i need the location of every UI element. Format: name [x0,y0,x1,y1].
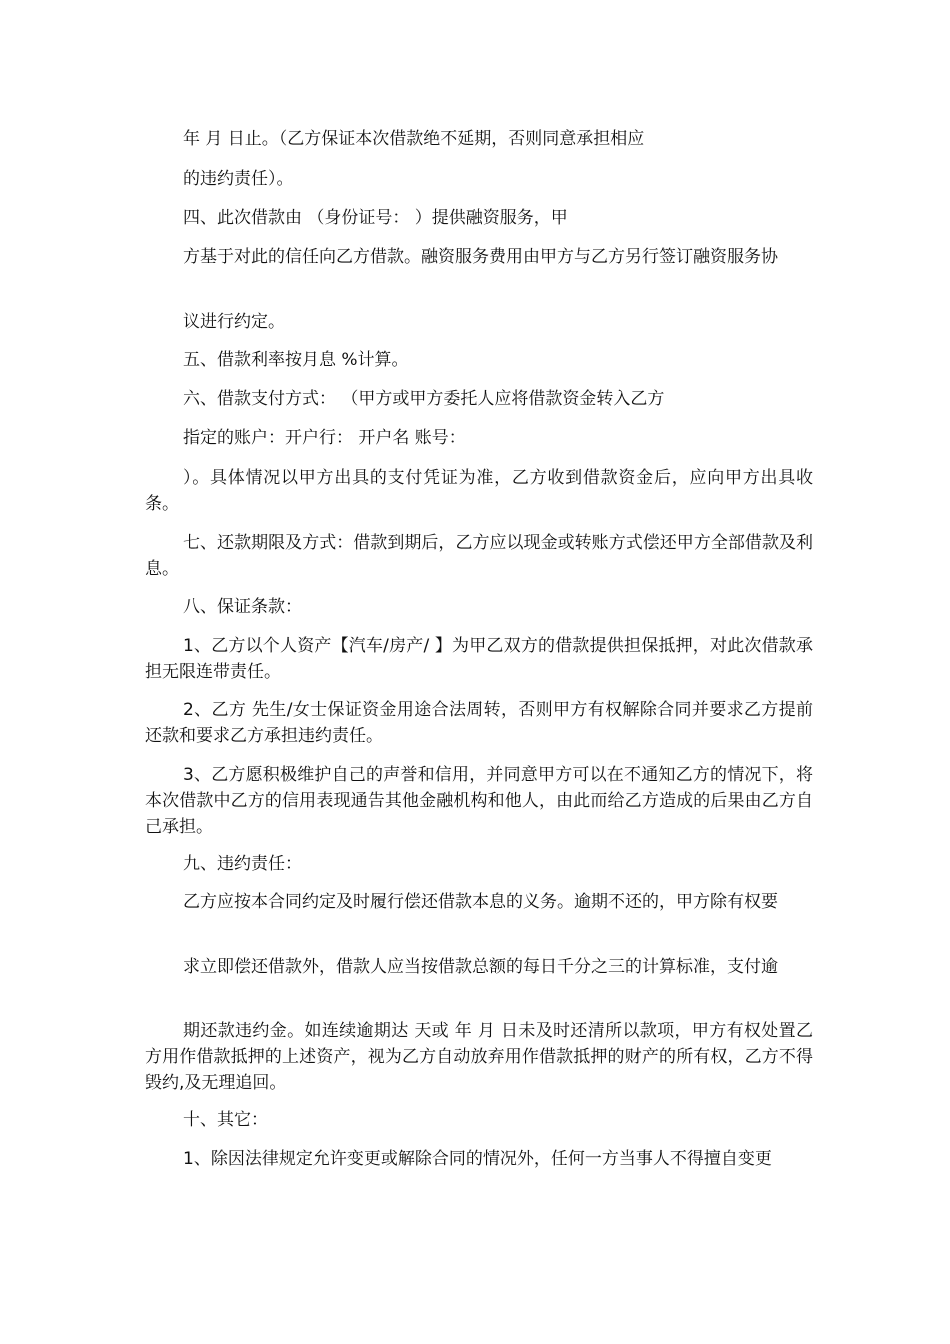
paragraph-17: 求立即偿还借款外，借款人应当按借款总额的每日千分之三的计算标准，支付逾 [183,957,778,977]
paragraph-6: 五、借款利率按月息 %计算。 [183,350,409,370]
paragraph-8: 指定的账户：开户行： 开户名 账号： [183,428,466,448]
paragraph-11: 八、保证条款： [183,597,302,617]
paragraph-7: 六、借款支付方式： （甲方或甲方委托人应将借款资金转入乙方 [183,389,665,409]
paragraph-1: 年 月 日止。（乙方保证本次借款绝不延期，否则同意承担相应 [183,129,645,149]
paragraph-19: 十、其它： [183,1110,268,1130]
paragraph-3: 四、此次借款由 （身份证号： ）提供融资服务，甲 [183,208,568,228]
paragraph-18: 期还款违约金。如连续逾期达 天或 年 月 日未及时还清所以款项，甲方有权处置乙方用作借款抵押的上述资产，视为乙方自动放弃用作借款抵押的财产的所有权，乙方不得毁约,及无理追回。 [145,1021,813,1093]
paragraph-20: 1、除因法律规定允许变更或解除合同的情况外，任何一方当事人不得擅自变更 [183,1149,772,1169]
paragraph-9: ）。具体情况以甲方出具的支付凭证为准，乙方收到借款资金后，应向甲方出具收条。 [145,468,813,514]
paragraph-5: 议进行约定。 [183,312,285,332]
paragraph-2: 的违约责任）。 [183,169,294,189]
paragraph-4: 方基于对此的信任向乙方借款。融资服务费用由甲方与乙方另行签订融资服务协 [183,247,778,267]
paragraph-16: 乙方应按本合同约定及时履行偿还借款本息的义务。逾期不还的，甲方除有权要 [183,892,778,912]
paragraph-15: 九、违约责任： [183,854,302,874]
paragraph-12: 1、乙方以个人资产【汽车/房产/ 】为甲乙双方的借款提供担保抵押，对此次借款承担无限连带责任。 [145,636,813,682]
paragraph-14: 3、乙方愿积极维护自己的声誉和信用，并同意甲方可以在不通知乙方的情况下，将本次借款中乙方的信用表现通告其他金融机构和他人，由此而给乙方造成的后果由乙方自己承担。 [145,765,813,837]
paragraph-13: 2、乙方 先生/女士保证资金用途合法周转，否则甲方有权解除合同并要求乙方提前还款和要求乙方承担违约责任。 [145,700,813,746]
paragraph-10: 七、还款期限及方式：借款到期后，乙方应以现金或转账方式偿还甲方全部借款及利息。 [145,533,813,579]
